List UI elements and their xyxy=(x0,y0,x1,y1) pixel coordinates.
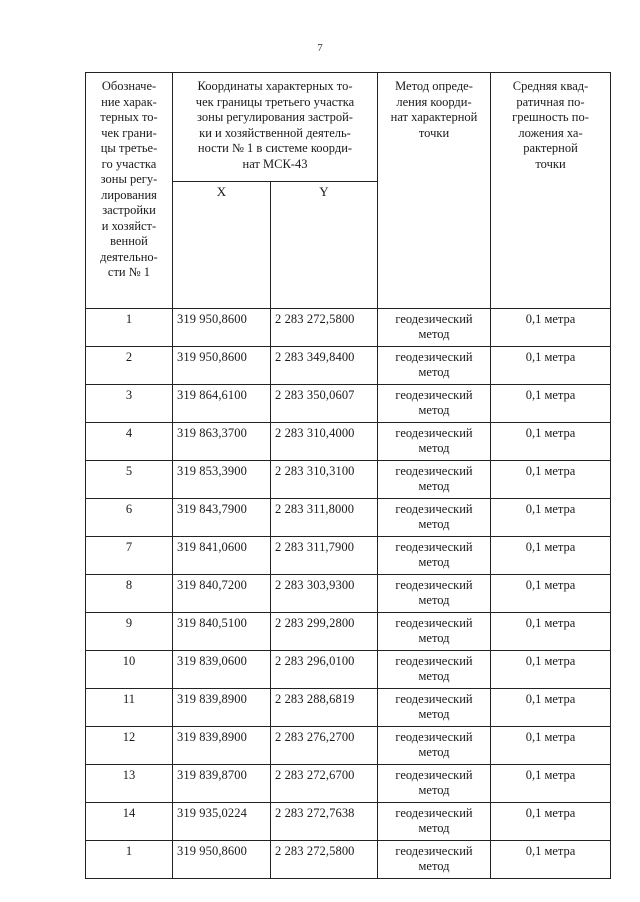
method-line-1: геодезический xyxy=(395,464,473,478)
x-coordinate-cell: 319 840,7200 xyxy=(173,575,271,613)
method-cell xyxy=(378,803,491,841)
method-cell xyxy=(378,575,491,613)
y-coordinate-cell: 2 283 296,0100 xyxy=(271,651,378,689)
method-line-1: геодезический xyxy=(395,578,473,592)
header-y: Y xyxy=(271,182,378,309)
table-row xyxy=(86,689,611,727)
error-cell: 0,1 метра xyxy=(491,841,611,879)
point-number-cell: 9 xyxy=(86,613,173,651)
method-cell xyxy=(378,727,491,765)
x-coordinate-cell: 319 935,0224 xyxy=(173,803,271,841)
y-coordinate-cell: 2 283 272,7638 xyxy=(271,803,378,841)
point-number-cell: 10 xyxy=(86,651,173,689)
method-line-1: геодезический xyxy=(395,502,473,516)
method-line-2: метод xyxy=(418,555,450,569)
page-number: 7 xyxy=(317,42,323,54)
method-line-2: метод xyxy=(418,821,450,835)
method-line-2: метод xyxy=(418,783,450,797)
method-cell xyxy=(378,841,491,879)
method-line-2: метод xyxy=(418,593,450,607)
table-row xyxy=(86,499,611,537)
method-line-1: геодезический xyxy=(395,768,473,782)
x-coordinate-cell: 319 840,5100 xyxy=(173,613,271,651)
method-line-1: геодезический xyxy=(395,350,473,364)
error-cell: 0,1 метра xyxy=(491,689,611,727)
x-coordinate-cell: 319 864,6100 xyxy=(173,385,271,423)
table-row xyxy=(86,423,611,461)
method-line-1: геодезический xyxy=(395,806,473,820)
point-number-cell: 13 xyxy=(86,765,173,803)
method-line-2: метод xyxy=(418,631,450,645)
method-line-1: геодезический xyxy=(395,844,473,858)
method-line-1: геодезический xyxy=(395,426,473,440)
point-number-cell: 5 xyxy=(86,461,173,499)
method-line-2: метод xyxy=(418,669,450,683)
point-number-cell: 8 xyxy=(86,575,173,613)
method-cell xyxy=(378,651,491,689)
error-cell: 0,1 метра xyxy=(491,385,611,423)
x-coordinate-cell: 319 843,7900 xyxy=(173,499,271,537)
method-cell xyxy=(378,423,491,461)
y-coordinate-cell: 2 283 350,0607 xyxy=(271,385,378,423)
y-coordinate-cell: 2 283 272,5800 xyxy=(271,309,378,347)
table-row xyxy=(86,537,611,575)
y-coordinate-cell: 2 283 303,9300 xyxy=(271,575,378,613)
x-coordinate-cell: 319 839,8900 xyxy=(173,689,271,727)
method-line-1: геодезический xyxy=(395,540,473,554)
point-number-cell: 3 xyxy=(86,385,173,423)
point-number-cell: 7 xyxy=(86,537,173,575)
x-coordinate-cell: 319 853,3900 xyxy=(173,461,271,499)
y-coordinate-cell: 2 283 288,6819 xyxy=(271,689,378,727)
x-coordinate-cell: 319 839,0600 xyxy=(173,651,271,689)
method-cell xyxy=(378,385,491,423)
table-row xyxy=(86,841,611,879)
method-line-2: метод xyxy=(418,517,450,531)
method-cell xyxy=(378,499,491,537)
error-cell: 0,1 метра xyxy=(491,613,611,651)
y-coordinate-cell: 2 283 349,8400 xyxy=(271,347,378,385)
point-number-cell: 12 xyxy=(86,727,173,765)
method-line-2: метод xyxy=(418,327,450,341)
method-line-2: метод xyxy=(418,403,450,417)
method-cell xyxy=(378,347,491,385)
method-cell xyxy=(378,765,491,803)
x-coordinate-cell: 319 839,8700 xyxy=(173,765,271,803)
point-number-cell: 4 xyxy=(86,423,173,461)
method-cell xyxy=(378,537,491,575)
method-line-2: метод xyxy=(418,707,450,721)
header-method: Метод опреде- ления коорди- нат характерной точки xyxy=(378,73,491,309)
error-cell: 0,1 метра xyxy=(491,651,611,689)
x-coordinate-cell: 319 950,8600 xyxy=(173,309,271,347)
point-number-cell: 1 xyxy=(86,309,173,347)
method-cell xyxy=(378,613,491,651)
point-number-cell: 2 xyxy=(86,347,173,385)
error-cell: 0,1 метра xyxy=(491,575,611,613)
table-row xyxy=(86,385,611,423)
method-cell xyxy=(378,461,491,499)
y-coordinate-cell: 2 283 311,8000 xyxy=(271,499,378,537)
error-cell: 0,1 метра xyxy=(491,537,611,575)
header-coordinates: Координаты характерных то- чек границы третьего участка зоны регулирования застрой- ки и хозяйственной деятель- ности № 1 в системе коорди- нат МСК-43 xyxy=(173,73,378,182)
method-line-1: геодезический xyxy=(395,730,473,744)
method-line-1: геодезический xyxy=(395,312,473,326)
y-coordinate-cell: 2 283 272,5800 xyxy=(271,841,378,879)
error-cell: 0,1 метра xyxy=(491,499,611,537)
method-line-2: метод xyxy=(418,441,450,455)
method-line-1: геодезический xyxy=(395,388,473,402)
error-cell: 0,1 метра xyxy=(491,423,611,461)
error-cell: 0,1 метра xyxy=(491,461,611,499)
x-coordinate-cell: 319 950,8600 xyxy=(173,841,271,879)
error-cell: 0,1 метра xyxy=(491,727,611,765)
header-designation: Обозначе- ние харак- терных то- чек грани- цы третье- го участка зоны регу- лирования застройки и хозяйст- венной деятельно- сти № 1 xyxy=(86,73,173,309)
method-cell xyxy=(378,309,491,347)
y-coordinate-cell: 2 283 276,2700 xyxy=(271,727,378,765)
method-line-1: геодезический xyxy=(395,654,473,668)
y-coordinate-cell: 2 283 311,7900 xyxy=(271,537,378,575)
table-header-row xyxy=(86,73,611,182)
table-row xyxy=(86,651,611,689)
table-row xyxy=(86,461,611,499)
error-cell: 0,1 метра xyxy=(491,309,611,347)
coordinates-table xyxy=(85,72,611,879)
table-row xyxy=(86,765,611,803)
point-number-cell: 11 xyxy=(86,689,173,727)
y-coordinate-cell: 2 283 310,3100 xyxy=(271,461,378,499)
x-coordinate-cell: 319 950,8600 xyxy=(173,347,271,385)
y-coordinate-cell: 2 283 310,4000 xyxy=(271,423,378,461)
table-row xyxy=(86,309,611,347)
method-line-1: геодезический xyxy=(395,692,473,706)
point-number-cell: 14 xyxy=(86,803,173,841)
point-number-cell: 1 xyxy=(86,841,173,879)
point-number-cell: 6 xyxy=(86,499,173,537)
method-line-2: метод xyxy=(418,745,450,759)
table-row xyxy=(86,727,611,765)
method-line-2: метод xyxy=(418,365,450,379)
table-row xyxy=(86,803,611,841)
error-cell: 0,1 метра xyxy=(491,803,611,841)
method-line-2: метод xyxy=(418,479,450,493)
error-cell: 0,1 метра xyxy=(491,765,611,803)
x-coordinate-cell: 319 841,0600 xyxy=(173,537,271,575)
y-coordinate-cell: 2 283 299,2800 xyxy=(271,613,378,651)
error-cell: 0,1 метра xyxy=(491,347,611,385)
table-row xyxy=(86,347,611,385)
table-row xyxy=(86,613,611,651)
method-cell xyxy=(378,689,491,727)
method-line-2: метод xyxy=(418,859,450,873)
table-row xyxy=(86,575,611,613)
method-line-1: геодезический xyxy=(395,616,473,630)
x-coordinate-cell: 319 863,3700 xyxy=(173,423,271,461)
x-coordinate-cell: 319 839,8900 xyxy=(173,727,271,765)
y-coordinate-cell: 2 283 272,6700 xyxy=(271,765,378,803)
header-error: Средняя квад- ратичная по- грешность по- ложения ха- рактерной точки xyxy=(491,73,611,309)
header-x: X xyxy=(173,182,271,309)
